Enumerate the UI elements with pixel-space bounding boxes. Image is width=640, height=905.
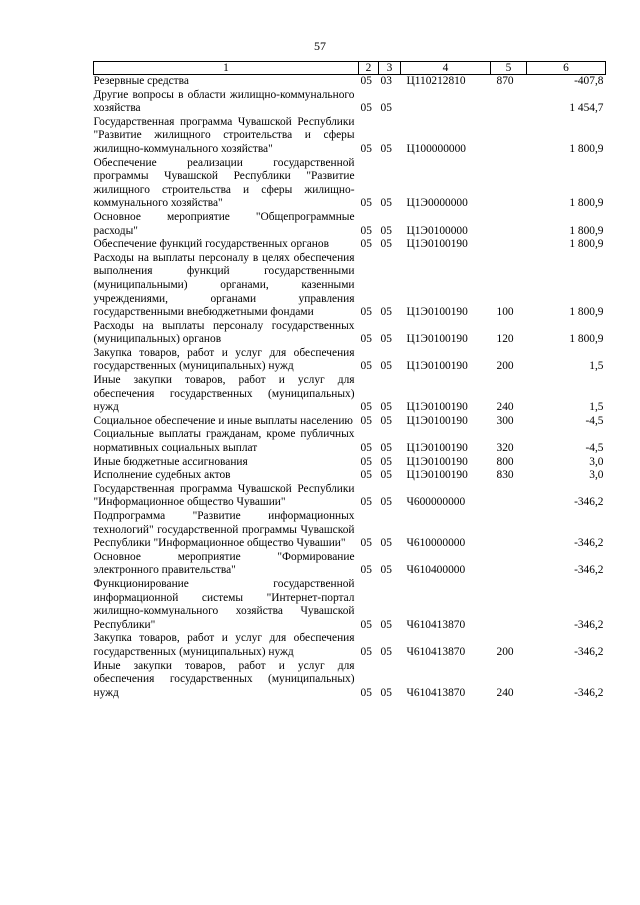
table-row <box>94 510 606 551</box>
cell-subsection-code: 05 <box>380 306 392 319</box>
cell-expense-type-code <box>491 483 527 510</box>
table-row <box>94 469 606 483</box>
cell-amount: -346,2 <box>574 537 604 550</box>
cell-amount: -346,2 <box>574 564 604 577</box>
cell-target-article-code: Ч610413870 <box>406 645 466 658</box>
cell-section-code: 05 <box>360 333 372 346</box>
cell-expense-type-code: 200 <box>496 360 514 373</box>
cell-section-code: 05 <box>360 686 372 699</box>
table-row <box>94 320 606 347</box>
header-col-2: 2 <box>359 62 379 75</box>
cell-target-article-code: Ч610413870 <box>406 618 466 631</box>
cell-item-name: Обеспечение функций государственных органов <box>93 238 329 251</box>
cell-target-article-code: Ч600000000 <box>406 496 466 509</box>
cell-target-article-code: Ц1Э0100190 <box>406 455 468 468</box>
cell-amount: 1 800,9 <box>569 306 604 319</box>
cell-section-code: 05 <box>360 306 372 319</box>
cell-amount: -4,5 <box>585 414 604 427</box>
cell-item-name: Иные закупки товаров, работ и услуг для обеспечения государственных (муниципальных) нужд <box>93 659 355 699</box>
table-row <box>94 89 606 116</box>
cell-item-name: Другие вопросы в области жилищно-коммунального хозяйства <box>93 88 355 115</box>
cell-section-code: 05 <box>360 469 372 482</box>
cell-amount: 1 800,9 <box>569 224 604 237</box>
cell-item-name: Расходы на выплаты персоналу государственных (муниципальных) органов <box>93 319 355 346</box>
table-row <box>94 347 606 374</box>
cell-section-code: 05 <box>360 537 372 550</box>
cell-subsection-code: 05 <box>380 333 392 346</box>
cell-section-code: 05 <box>360 360 372 373</box>
table-row <box>94 660 606 701</box>
cell-subsection-code: 03 <box>380 75 392 87</box>
table-row <box>94 632 606 659</box>
cell-item-name: Государственная программа Чувашской Республики "Развитие жилищного строительства и сферы жилищно-коммунального хозяйства" <box>93 115 355 155</box>
table-row <box>94 551 606 578</box>
cell-section-code: 05 <box>360 645 372 658</box>
cell-amount: 1 800,9 <box>569 238 604 251</box>
cell-target-article-code: Ц110212810 <box>406 75 466 87</box>
table-header <box>94 62 606 75</box>
cell-section-code: 05 <box>360 197 372 210</box>
header-col-6: 6 <box>527 62 606 75</box>
cell-target-article-code: Ч610400000 <box>406 564 466 577</box>
header-col-5: 5 <box>491 62 527 75</box>
table-row <box>94 578 606 632</box>
cell-amount: 1,5 <box>589 401 604 414</box>
header-col-1: 1 <box>94 62 359 75</box>
cell-item-name: Расходы на выплаты персоналу в целях обеспечения выполнения функций государственными (муниципальными) органами, казенными учреждениями, органами управления государственными внебюджетными фондами <box>93 251 355 319</box>
budget-table <box>93 61 606 700</box>
table-row <box>94 374 606 415</box>
cell-item-name: Иные закупки товаров, работ и услуг для обеспечения государственных (муниципальных) нужд <box>93 374 355 414</box>
cell-subsection-code: 05 <box>380 537 392 550</box>
cell-section-code: 05 <box>360 618 372 631</box>
cell-target-article-code: Ц1Э0100190 <box>406 401 468 414</box>
cell-amount: -346,2 <box>574 496 604 509</box>
cell-target-article-code <box>401 89 491 116</box>
cell-target-article-code: Ч610413870 <box>406 686 466 699</box>
cell-subsection-code: 05 <box>380 442 392 455</box>
cell-amount: -346,2 <box>574 686 604 699</box>
cell-subsection-code: 05 <box>380 401 392 414</box>
cell-subsection-code: 05 <box>380 224 392 237</box>
cell-section-code: 05 <box>360 142 372 155</box>
cell-expense-type-code <box>491 510 527 551</box>
cell-section-code: 05 <box>360 224 372 237</box>
cell-expense-type-code <box>491 551 527 578</box>
table-row <box>94 428 606 455</box>
cell-amount: -346,2 <box>574 645 604 658</box>
cell-section-code: 05 <box>360 455 372 468</box>
cell-amount: 1,5 <box>589 360 604 373</box>
cell-expense-type-code: 240 <box>496 401 514 414</box>
cell-subsection-code: 05 <box>380 360 392 373</box>
cell-subsection-code: 05 <box>380 618 392 631</box>
cell-target-article-code: Ц1Э0100190 <box>406 238 468 251</box>
cell-target-article-code: Ц1Э0100190 <box>406 442 468 455</box>
cell-subsection-code: 05 <box>380 686 392 699</box>
table-row <box>94 238 606 252</box>
cell-target-article-code: Ц1Э0000000 <box>406 197 468 210</box>
cell-item-name: Иные бюджетные ассигнования <box>93 455 248 468</box>
cell-target-article-code: Ц1Э0100190 <box>406 306 468 319</box>
cell-item-name: Закупка товаров, работ и услуг для обеспечения государственных (муниципальных) нужд <box>93 346 355 373</box>
table-row <box>94 252 606 320</box>
cell-subsection-code: 05 <box>380 102 392 115</box>
table-row <box>94 116 606 157</box>
table-row <box>94 483 606 510</box>
table-row <box>94 456 606 470</box>
cell-section-code: 05 <box>360 238 372 251</box>
cell-amount: 1 800,9 <box>569 333 604 346</box>
cell-expense-type-code <box>491 116 527 157</box>
cell-item-name: Основное мероприятие "Общепрограммные расходы" <box>93 210 355 237</box>
cell-expense-type-code: 120 <box>496 333 514 346</box>
cell-item-name: Социальные выплаты гражданам, кроме публичных нормативных социальных выплат <box>93 428 355 455</box>
cell-amount: 3,0 <box>589 455 604 468</box>
cell-section-code: 05 <box>360 442 372 455</box>
cell-expense-type-code: 240 <box>496 686 514 699</box>
cell-amount: -346,2 <box>574 618 604 631</box>
cell-target-article-code: Ц100000000 <box>406 142 466 155</box>
cell-expense-type-code: 200 <box>496 645 514 658</box>
cell-section-code: 05 <box>360 75 372 87</box>
cell-amount: 1 800,9 <box>569 197 604 210</box>
cell-expense-type-code: 800 <box>496 455 514 468</box>
cell-target-article-code: Ц1Э0100000 <box>406 224 468 237</box>
table-row <box>94 415 606 429</box>
cell-subsection-code: 05 <box>380 142 392 155</box>
cell-item-name: Подпрограмма "Развитие информационных технологий" государственной программы Чувашской Республики "Информационное общество Чувашии" <box>93 510 355 550</box>
cell-amount: 3,0 <box>589 469 604 482</box>
cell-section-code: 05 <box>360 496 372 509</box>
cell-item-name: Обеспечение реализации государственной программы Чувашской Республики "Развитие жилищного строительства и сферы жилищно-коммунального хозяйства" <box>93 156 355 210</box>
header-row <box>94 62 606 75</box>
header-col-4: 4 <box>401 62 491 75</box>
cell-expense-type-code: 320 <box>496 442 514 455</box>
cell-amount: 1 454,7 <box>569 102 604 115</box>
cell-item-name: Основное мероприятие "Формирование электронного правительства" <box>93 550 355 577</box>
cell-subsection-code: 05 <box>380 469 392 482</box>
cell-section-code: 05 <box>360 401 372 414</box>
cell-expense-type-code: 100 <box>496 306 514 319</box>
cell-expense-type-code <box>491 578 527 632</box>
cell-subsection-code: 05 <box>380 564 392 577</box>
table-row <box>94 157 606 211</box>
cell-expense-type-code: 300 <box>496 414 514 427</box>
page-number: 57 <box>314 39 326 53</box>
cell-expense-type-code <box>491 238 527 252</box>
cell-item-name: Функционирование государственной информационной системы "Интернет-портал жилищно-коммунального хозяйства Чувашской Республики" <box>93 577 355 631</box>
cell-section-code: 05 <box>360 564 372 577</box>
cell-subsection-code: 05 <box>380 645 392 658</box>
cell-target-article-code: Ч610000000 <box>406 537 466 550</box>
cell-subsection-code: 05 <box>380 496 392 509</box>
cell-section-code: 05 <box>360 102 372 115</box>
cell-item-name: Государственная программа Чувашской Республики "Информационное общество Чувашии" <box>93 482 355 509</box>
cell-item-name: Резервные средства <box>93 75 189 87</box>
table-row <box>94 75 606 89</box>
cell-amount: 1 800,9 <box>569 142 604 155</box>
cell-section-code: 05 <box>360 414 372 427</box>
cell-target-article-code: Ц1Э0100190 <box>406 360 468 373</box>
table-body <box>94 75 606 701</box>
cell-subsection-code: 05 <box>380 197 392 210</box>
cell-expense-type-code: 830 <box>496 469 514 482</box>
table-row <box>94 211 606 238</box>
header-col-3: 3 <box>379 62 401 75</box>
cell-expense-type-code <box>491 211 527 238</box>
cell-expense-type-code: 870 <box>496 75 514 87</box>
cell-item-name: Социальное обеспечение и иные выплаты населению <box>93 414 353 427</box>
cell-amount: -407,8 <box>574 75 604 87</box>
cell-target-article-code: Ц1Э0100190 <box>406 333 468 346</box>
cell-subsection-code: 05 <box>380 414 392 427</box>
cell-item-name: Исполнение судебных актов <box>93 469 231 482</box>
cell-target-article-code: Ц1Э0100190 <box>406 414 468 427</box>
cell-amount: -4,5 <box>585 442 604 455</box>
cell-item-name: Закупка товаров, работ и услуг для обеспечения государственных (муниципальных) нужд <box>93 632 355 658</box>
cell-target-article-code: Ц1Э0100190 <box>406 469 468 482</box>
cell-subsection-code: 05 <box>380 238 392 251</box>
cell-expense-type-code <box>491 157 527 211</box>
cell-expense-type-code <box>491 89 527 116</box>
cell-subsection-code: 05 <box>380 455 392 468</box>
